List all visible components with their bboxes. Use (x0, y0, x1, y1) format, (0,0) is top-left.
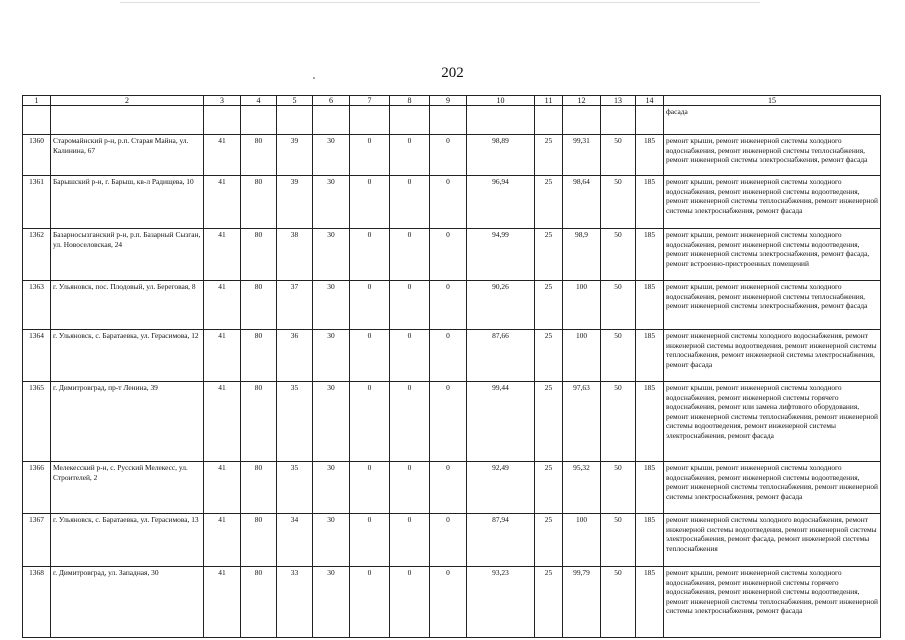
column-header: 12 (563, 96, 601, 106)
col-7: 0 (350, 229, 390, 281)
col-14: 185 (636, 462, 664, 514)
col-9: 0 (430, 281, 467, 330)
work-types-cell: ремонт крыши, ремонт инженерной системы холодного водоснабжения, ремонт инженерной системы водоотведения, ремонт инженерной системы теплоснабжения, ремонт инженерной системы электроснабжения, ремонт фасада (664, 462, 881, 514)
table-row (23, 330, 881, 382)
row-number: 1360 (23, 135, 51, 176)
col-11: 25 (535, 382, 563, 462)
row-number: 1368 (23, 567, 51, 638)
table-row (23, 462, 881, 514)
column-header: 5 (277, 96, 313, 106)
col-14: 185 (636, 514, 664, 567)
col-12: 99,79 (563, 567, 601, 638)
work-types-cell: ремонт крыши, ремонт инженерной системы холодного водоснабжения, ремонт инженерной системы теплоснабжения, ремонт инженерной системы электроснабжения, ремонт фасада (664, 281, 881, 330)
col-10: 94,99 (467, 229, 535, 281)
col-13: 50 (601, 281, 636, 330)
col-7: 0 (350, 567, 390, 638)
col-12: 97,63 (563, 382, 601, 462)
col-13: 50 (601, 567, 636, 638)
col-14: 185 (636, 382, 664, 462)
col-14: 185 (636, 176, 664, 229)
row-number: 1364 (23, 330, 51, 382)
col-7: 0 (350, 514, 390, 567)
col-9: 0 (430, 462, 467, 514)
col-4: 80 (241, 514, 277, 567)
col-10: 96,94 (467, 176, 535, 229)
table-row (23, 514, 881, 567)
col-9: 0 (430, 382, 467, 462)
col-8: 0 (390, 229, 430, 281)
column-header: 15 (664, 96, 881, 106)
col-10: 98,89 (467, 135, 535, 176)
column-header: 9 (430, 96, 467, 106)
row-number: 1366 (23, 462, 51, 514)
address-cell: Мелекесский р-н, с. Русский Мелекесс, ул. Строителей, 2 (51, 462, 204, 514)
col-10: 87,94 (467, 514, 535, 567)
col-5: 35 (277, 462, 313, 514)
col-5: 34 (277, 514, 313, 567)
table-row (23, 567, 881, 638)
col-13: 50 (601, 462, 636, 514)
col-10: 87,66 (467, 330, 535, 382)
col-7: 0 (350, 135, 390, 176)
col-8: 0 (390, 462, 430, 514)
col-13: 50 (601, 514, 636, 567)
work-types-cell: ремонт крыши, ремонт инженерной системы холодного водоснабжения, ремонт инженерной системы водоотведения, ремонт инженерной системы электроснабжения, ремонт фасада, ремонт встроенно-пристроенных помещений (664, 229, 881, 281)
col-12: 100 (563, 514, 601, 567)
col-14: 185 (636, 567, 664, 638)
column-header: 7 (350, 96, 390, 106)
col-3: 41 (204, 281, 241, 330)
col-3: 41 (204, 176, 241, 229)
col-12: 100 (563, 281, 601, 330)
col-4: 80 (241, 330, 277, 382)
col-8: 0 (390, 514, 430, 567)
col-4: 80 (241, 176, 277, 229)
col-4: 80 (241, 462, 277, 514)
col-13: 50 (601, 176, 636, 229)
scan-edge-mark (120, 2, 760, 3)
col-6: 30 (313, 330, 350, 382)
col-8: 0 (390, 281, 430, 330)
col-13: 50 (601, 382, 636, 462)
col-8: 0 (390, 135, 430, 176)
col-9: 0 (430, 514, 467, 567)
col-7: 0 (350, 281, 390, 330)
column-header: 13 (601, 96, 636, 106)
row-number: 1362 (23, 229, 51, 281)
address-cell: Старомайнский р-н, р.п. Старая Майна, ул. Калинина, 67 (51, 135, 204, 176)
col-7: 0 (350, 382, 390, 462)
col-13: 50 (601, 330, 636, 382)
col-11: 25 (535, 514, 563, 567)
column-header: 10 (467, 96, 535, 106)
table-row (23, 176, 881, 229)
col-10: 92,49 (467, 462, 535, 514)
col-6: 30 (313, 382, 350, 462)
work-types-cell: ремонт крыши, ремонт инженерной системы холодного водоснабжения, ремонт инженерной системы горячего водоснабжения, ремонт или замена лифтового оборудования, ремонт инженерной системы теплоснабжения, ремонт инженерной системы водоотведения, ремонт инженерной системы электроснабжения, ремонт фасада (664, 382, 881, 462)
col-3: 41 (204, 229, 241, 281)
col-5: 33 (277, 567, 313, 638)
row-number: 1365 (23, 382, 51, 462)
col-9: 0 (430, 135, 467, 176)
col-5: 39 (277, 135, 313, 176)
col-5: 36 (277, 330, 313, 382)
page-number: 202 (441, 65, 464, 81)
col-6: 30 (313, 281, 350, 330)
col-10: 93,23 (467, 567, 535, 638)
col-3: 41 (204, 462, 241, 514)
table-row (23, 281, 881, 330)
col-3: 41 (204, 382, 241, 462)
col-4: 80 (241, 382, 277, 462)
col-13: 50 (601, 135, 636, 176)
column-header: 2 (51, 96, 204, 106)
col-9: 0 (430, 229, 467, 281)
work-types-cell: ремонт крыши, ремонт инженерной системы холодного водоснабжения, ремонт инженерной системы теплоснабжения, ремонт инженерной системы электроснабжения, ремонт фасада (664, 135, 881, 176)
work-types-cell: ремонт инженерной системы холодного водоснабжения, ремонт инженерной системы водоотведения, ремонт инженерной системы электроснабжения, ремонт фасада, ремонт инженерной системы теплоснабжения (664, 514, 881, 567)
col-11: 25 (535, 567, 563, 638)
col-14: 185 (636, 229, 664, 281)
col-3: 41 (204, 135, 241, 176)
work-types-cell: ремонт крыши, ремонт инженерной системы холодного водоснабжения, ремонт инженерной системы горячего водоснабжения, ремонт инженерной системы водоотведения, ремонт инженерной системы теплоснабжения, ремонт инженерной системы электроснабжения, ремонт фасада (664, 567, 881, 638)
col-4: 80 (241, 281, 277, 330)
col-5: 35 (277, 382, 313, 462)
col-3: 41 (204, 514, 241, 567)
col-7: 0 (350, 330, 390, 382)
col-6: 30 (313, 462, 350, 514)
col-8: 0 (390, 176, 430, 229)
col-6: 30 (313, 229, 350, 281)
work-types-cell: ремонт крыши, ремонт инженерной системы холодного водоснабжения, ремонт инженерной системы водоотведения, ремонт инженерной системы теплоснабжения, ремонт инженерной системы электроснабжения, ремонт фасада (664, 176, 881, 229)
row-number: 1361 (23, 176, 51, 229)
col-7: 0 (350, 462, 390, 514)
continuation-row (23, 106, 881, 135)
col-4: 80 (241, 135, 277, 176)
col-11: 25 (535, 462, 563, 514)
col-12: 99,31 (563, 135, 601, 176)
col-9: 0 (430, 176, 467, 229)
header-row (23, 96, 881, 106)
col-10: 90,26 (467, 281, 535, 330)
col-12: 98,9 (563, 229, 601, 281)
col-4: 80 (241, 229, 277, 281)
col-6: 30 (313, 176, 350, 229)
col-11: 25 (535, 330, 563, 382)
table-row (23, 382, 881, 462)
col-9: 0 (430, 567, 467, 638)
col-12: 95,32 (563, 462, 601, 514)
address-cell: г. Димитровград, ул. Западная, 30 (51, 567, 204, 638)
column-header: 14 (636, 96, 664, 106)
col-6: 30 (313, 135, 350, 176)
address-cell: г. Ульяновск, с. Баратаевка, ул. Герасимова, 13 (51, 514, 204, 567)
col-10: 99,44 (467, 382, 535, 462)
table-row (23, 135, 881, 176)
col-3: 41 (204, 330, 241, 382)
col-7: 0 (350, 176, 390, 229)
col-11: 25 (535, 281, 563, 330)
col-14: 185 (636, 281, 664, 330)
col-11: 25 (535, 135, 563, 176)
row-number: 1367 (23, 514, 51, 567)
col-6: 30 (313, 567, 350, 638)
col-5: 37 (277, 281, 313, 330)
address-cell: г. Ульяновск, пос. Плодовый, ул. Береговая, 8 (51, 281, 204, 330)
repair-program-table (22, 95, 881, 638)
col-9: 0 (430, 330, 467, 382)
column-header: 1 (23, 96, 51, 106)
work-types-cell: ремонт инженерной системы холодного водоснабжения, ремонт инженерной системы водоотведения, ремонт инженерной системы теплоснабжения, ремонт инженерной системы электроснабжения, ремонт фасада (664, 330, 881, 382)
col-6: 30 (313, 514, 350, 567)
col-14: 185 (636, 330, 664, 382)
column-header: 8 (390, 96, 430, 106)
address-cell: г. Димитровград, пр-т Ленина, 39 (51, 382, 204, 462)
address-cell: Барышский р-н, г. Барыш, кв-л Радищева, 10 (51, 176, 204, 229)
col-5: 39 (277, 176, 313, 229)
col-11: 25 (535, 229, 563, 281)
column-header: 4 (241, 96, 277, 106)
row-number: 1363 (23, 281, 51, 330)
work-types-cell: фасада (664, 106, 881, 135)
col-11: 25 (535, 176, 563, 229)
column-header: 6 (313, 96, 350, 106)
col-12: 98,64 (563, 176, 601, 229)
col-8: 0 (390, 567, 430, 638)
col-4: 80 (241, 567, 277, 638)
col-14: 185 (636, 135, 664, 176)
address-cell: г. Ульяновск, с. Баратаевка, ул. Герасимова, 12 (51, 330, 204, 382)
col-8: 0 (390, 382, 430, 462)
column-header: 11 (535, 96, 563, 106)
col-13: 50 (601, 229, 636, 281)
table-row (23, 229, 881, 281)
col-5: 38 (277, 229, 313, 281)
col-12: 100 (563, 330, 601, 382)
col-3: 41 (204, 567, 241, 638)
address-cell: Базарносызганский р-н, р.п. Базарный Сызган, ул. Новоселовская, 24 (51, 229, 204, 281)
col-8: 0 (390, 330, 430, 382)
column-header: 3 (204, 96, 241, 106)
